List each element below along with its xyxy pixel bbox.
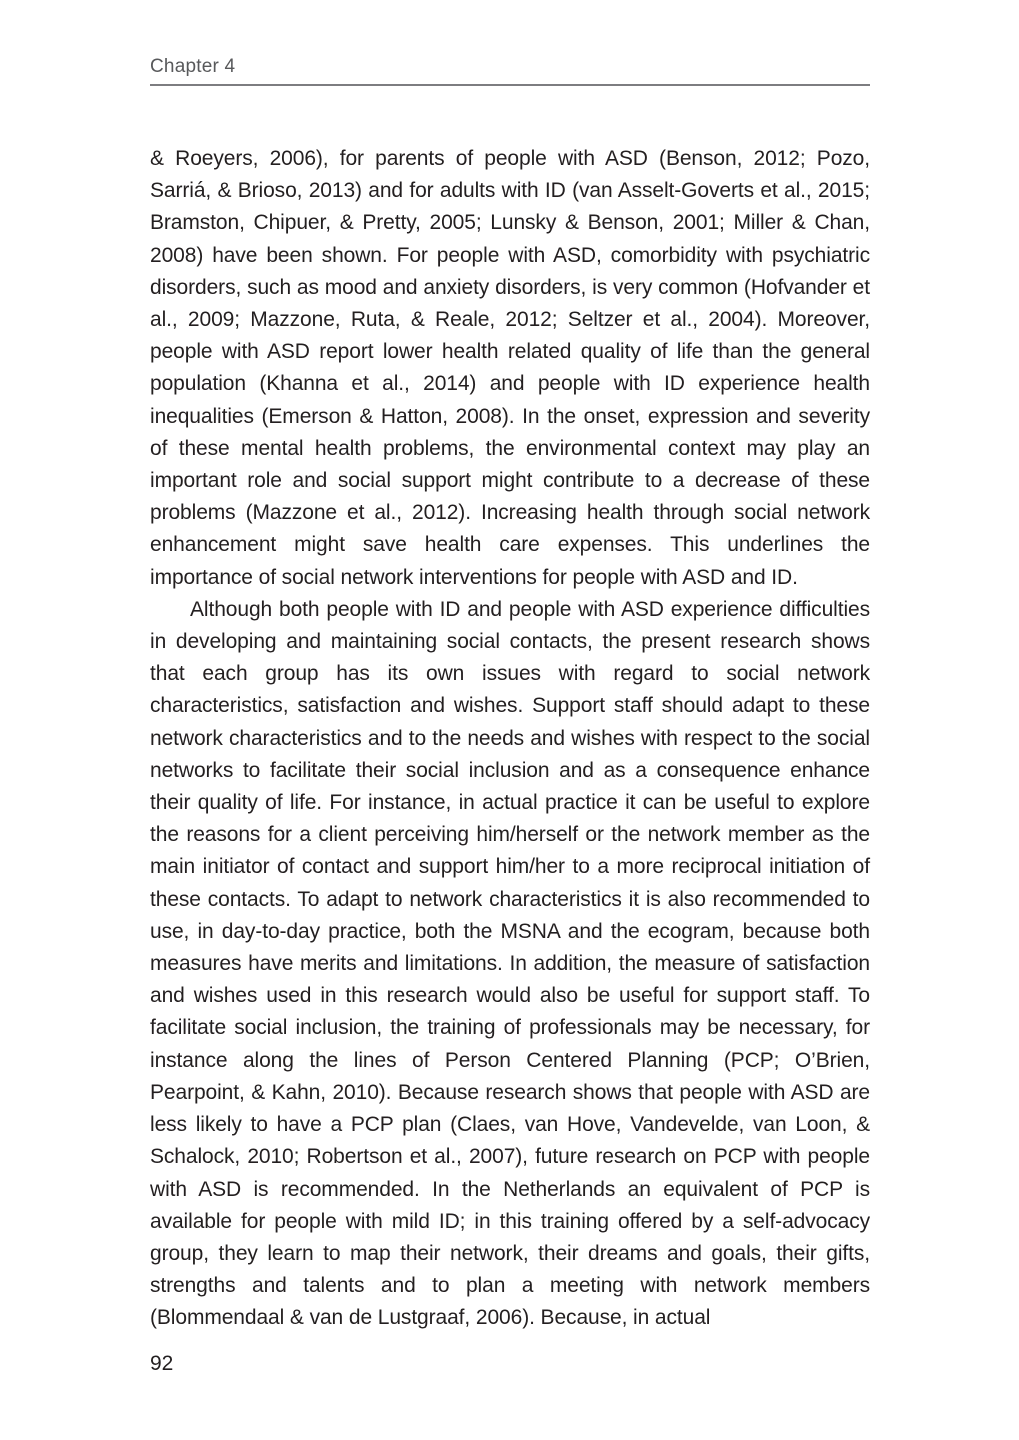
paragraph-2: Although both people with ID and people with ASD experience difficulties in developing and maintaining social contacts, the present research shows that each group has its own issues with regard to social network characteristics, satisfaction and wishes. Support staff should adapt to these network characteristics and to the needs and wishes with respect to the social networks to facilitate their social inclusion and as a consequence enhance their quality of life. For instance, in actual practice it can be useful to explore the reasons for a client perceiving him/herself or the network member as the main initiator of contact and support him/her to a more reciprocal initiation of these contacts. To adapt to network characteristics it is also recommended to use, in day-to-day practice, both the MSNA and the ecogram, because both measures have merits and limitations. In addition, the measure of satisfaction and wishes used in this research would also be useful for support staff. To facilitate social inclusion, the training of professionals may be necessary, for instance along the lines of Person Centered Planning (PCP; O’Brien, Pearpoint, & Kahn, 2010). Because research shows that people with ASD are less likely to have a PCP plan (Claes, van Hove, Vandevelde, van Loon, & Schalock, 2010; Robertson et al., 2007), future research on PCP with people with ASD is recommended. In the Netherlands an equivalent of PCP is available for people with mild ID; in this training offered by a self-advocacy group, they learn to map their network, their dreams and goals, their gifts, strengths and talents and to plan a meeting with network members (Blommendaal & van de Lustgraaf, 2006). Because, in actual: [150, 597, 870, 1330]
chapter-label: Chapter 4: [150, 56, 236, 77]
page-number: 92: [150, 1352, 174, 1375]
paragraph-1: & Roeyers, 2006), for parents of people with ASD (Benson, 2012; Pozo, Sarriá, & Brioso, 2013) and for adults with ID (van Asselt-Goverts et al., 2015; Bramston, Chipuer, & Pretty, 2005; Lunsky & Benson, 2001; Miller & Chan, 2008) have been shown. For people with ASD, comorbidity with psychiatric disorders, such as mood and anxiety disorders, is very common (Hofvander et al., 2009; Mazzone, Ruta, & Reale, 2012; Seltzer et al., 2004). Moreover, people with ASD report lower health related quality of life than the general population (Khanna et al., 2014) and people with ID experience health inequalities (Emerson & Hatton, 2008). In the onset, expression and severity of these mental health problems, the environmental context may play an important role and social support might contribute to a decrease of these problems (Mazzone et al., 2012). Increasing health through social network enhancement might save health care expenses. This underlines the importance of social network interventions for people with ASD and ID.: [150, 147, 870, 589]
running-header: [150, 56, 870, 86]
body-text: [150, 143, 870, 1335]
